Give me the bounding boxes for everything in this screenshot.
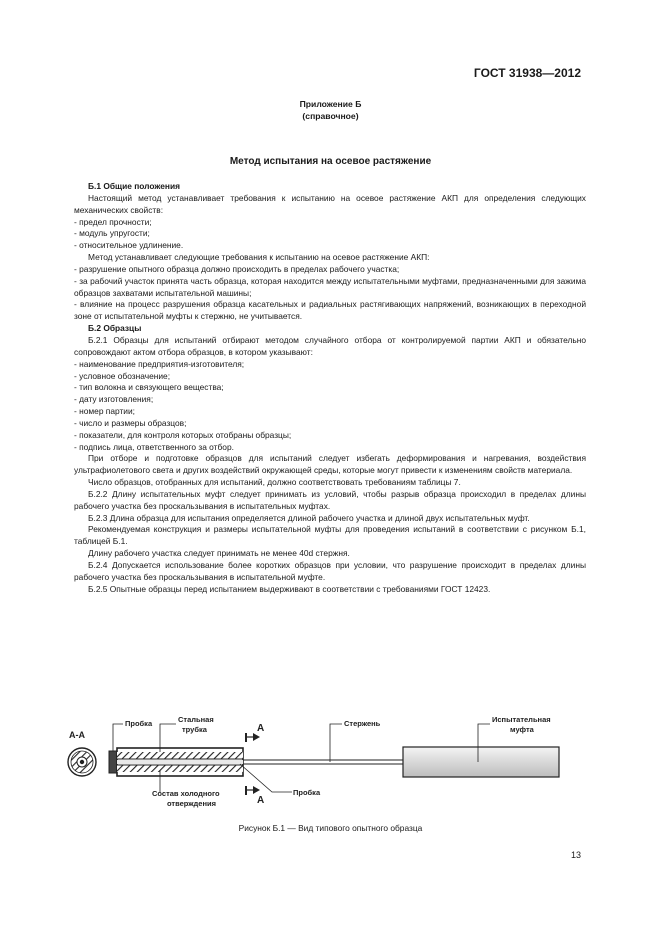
cut-label-top: А — [257, 723, 265, 734]
paragraph: При отборе и подготовке образцов для испытаний следует избегать деформирования и нагревания, воздействия ультрафиолетового света и других воздействий окружающей среды, которые могут привести к изменениям свойств материала. — [74, 453, 586, 476]
label-steel-tube-1: Стальная — [178, 715, 214, 724]
paragraph: Настоящий метод устанавливает требования к испытанию на осевое растяжение АКП для определения следующих механических свойств: — [74, 192, 586, 215]
list-item: - разрушение опытного образца должно происходить в пределах рабочего участка; — [74, 263, 400, 274]
list-item: - показатели, для контроля которых отобраны образцы; — [74, 429, 292, 440]
section-cut-mark-bottom — [246, 786, 260, 795]
section-label: А-А — [69, 730, 85, 740]
label-plug-top: Пробка — [125, 719, 153, 728]
list-item: - наименование предприятия-изготовителя; — [74, 358, 245, 369]
page-number: 13 — [570, 850, 581, 860]
section-heading: Б.2 Образцы — [88, 323, 142, 334]
cut-label-bottom: А — [257, 795, 265, 806]
paragraph: Б.2.2 Длину испытательных муфт следует принимать из условий, чтобы разрыв образца происходил в пределах длины рабочего участка без проскальзывания в испытательных муфтах. — [74, 488, 586, 511]
label-steel-tube-2: трубка — [182, 725, 207, 734]
steel-tube-assembly — [109, 748, 243, 776]
rod — [243, 760, 403, 764]
section-cut-mark-top — [246, 733, 260, 742]
specimen-drawing — [60, 700, 600, 815]
label-test-sleeve-2: муфта — [510, 725, 534, 734]
section-title: Метод испытания на осевое растяжение — [229, 156, 432, 167]
list-item: - условное обозначение; — [74, 370, 171, 381]
section-heading: Б.1 Общие положения — [88, 181, 180, 191]
plug-left — [109, 751, 117, 773]
section-aa-icon — [68, 748, 96, 776]
list-item: - дату изготовления; — [74, 394, 154, 405]
list-item: - подпись лица, ответственного за отбор. — [74, 441, 234, 452]
list-item: - число и размеры образцов; — [74, 417, 187, 428]
list-item: - предел прочности; — [74, 216, 152, 227]
list-item: - за рабочий участок принята часть образца, которая находится между испытательными муфтами, предназначенными для зажима образцов захватами испытательной машины; — [74, 275, 586, 298]
label-rod: Стержень — [344, 719, 381, 728]
appendix-kind: (справочное) — [302, 111, 359, 121]
list-item: - относительное удлинение. — [74, 240, 184, 251]
list-item: - влияние на процесс разрушения образца касательных и радиальных растягивающих напряжений, возникающих в переходной зоне от испытательной муфты к стержню, не учитывается. — [74, 299, 586, 322]
figure-b1 — [60, 700, 600, 815]
paragraph: Б.2.4 Допускается использование более коротких образцов при условии, что разрушение происходит в пределах длины рабочего участка без проскальзывания в испытательной муфте. — [74, 560, 586, 582]
document-body — [74, 181, 586, 596]
label-test-sleeve-1: Испытательная — [492, 715, 551, 724]
appendix-heading — [0, 98, 661, 122]
paragraph: Число образцов, отобранных для испытаний, должно соответствовать требованиям таблицы 7. — [88, 477, 461, 488]
list-item: - модуль упругости; — [74, 228, 150, 239]
paragraph: Длину рабочего участка следует принимать не менее 40d стержня. — [88, 548, 350, 559]
label-cold-cure-1: Состав холодного — [152, 789, 220, 798]
appendix-title: Приложение Б — [299, 99, 362, 109]
list-item: - тип волокна и связующего вещества; — [74, 382, 224, 393]
figure-caption: Рисунок Б.1 — Вид типового опытного образца — [238, 823, 423, 833]
paragraph: Б.2.5 Опытные образцы перед испытанием выдерживают в соответствии с требованиями ГОСТ 12423. — [88, 583, 491, 594]
list-item: - номер партии; — [74, 406, 135, 417]
test-sleeve — [403, 747, 559, 777]
paragraph: Рекомендуемая конструкция и размеры испытательной муфты для проведения испытаний в соответствии с рисунком Б.1, таблицей Б.1. — [74, 524, 586, 547]
label-plug-bottom: Пробка — [293, 788, 321, 797]
paragraph: Метод устанавливает следующие требования к испытанию на осевое растяжение АКП: — [88, 252, 430, 263]
label-cold-cure-2: отверждения — [167, 799, 216, 808]
paragraph: Б.2.3 Длина образца для испытания определяется длиной рабочего участка и длиной двух испытательных муфт. — [88, 512, 530, 523]
paragraph: Б.2.1 Образцы для испытаний отбирают методом случайного отбора от контролируемой партии АКП и обязательно сопровождают актом отбора образцов, в котором указывают: — [74, 334, 586, 357]
standard-number: ГОСТ 31938—2012 — [473, 66, 581, 80]
